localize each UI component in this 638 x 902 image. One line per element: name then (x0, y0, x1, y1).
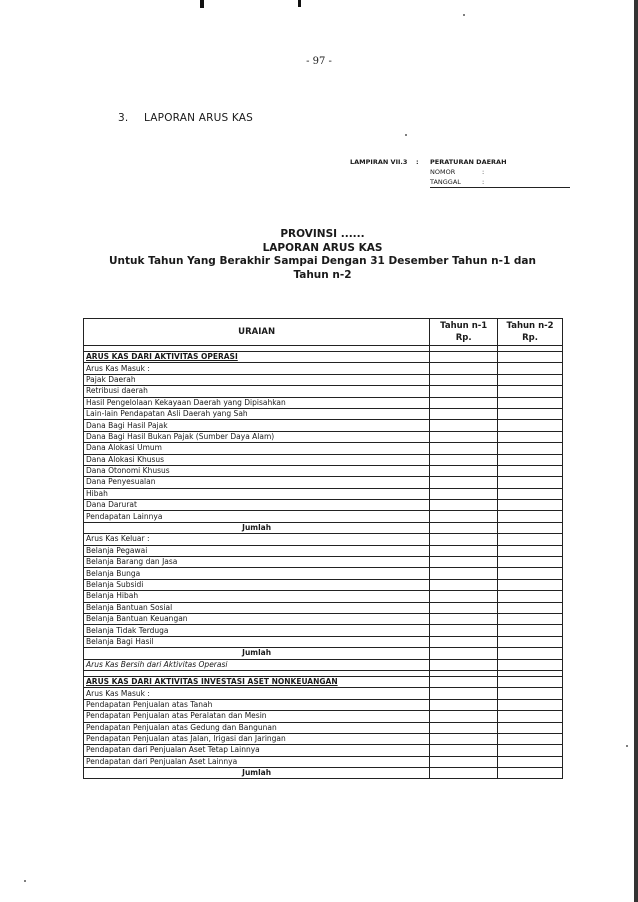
section-label: LAPORAN ARUS KAS (144, 112, 254, 124)
table-row (84, 711, 563, 722)
section-title (118, 112, 253, 124)
table-row (84, 363, 563, 374)
row-label: Pendapatan Lainnya (84, 511, 430, 522)
row-label: Dana Bagi Hasil Bukan Pajak (Sumber Daya Alam) (84, 431, 430, 442)
table-row (84, 591, 563, 602)
row-label: Retribusi daerah (84, 386, 430, 397)
table-row (84, 636, 563, 647)
table-row (84, 397, 563, 408)
table-row (84, 688, 563, 699)
value-cell (430, 352, 498, 363)
row-label: Dana Alokasi Umum (84, 443, 430, 454)
header-uraian: URAIAN (84, 319, 430, 346)
value-cell (498, 522, 563, 533)
value-cell (430, 408, 498, 419)
value-cell (430, 699, 498, 710)
table-row (84, 420, 563, 431)
value-cell (498, 511, 563, 522)
table-row (84, 602, 563, 613)
row-label: Dana Bagi Hasil Pajak (84, 420, 430, 431)
value-cell (430, 568, 498, 579)
value-cell (498, 722, 563, 733)
row-label: Belanja Barang dan Jasa (84, 557, 430, 568)
scan-mark-right (298, 0, 301, 7)
nomor-label: NOMOR (430, 168, 456, 176)
value-cell (430, 676, 498, 687)
table-row (84, 352, 563, 363)
value-cell (430, 613, 498, 624)
row-label: Belanja Bagi Hasil (84, 636, 430, 647)
header-year-n1-unit: Rp. (455, 333, 472, 343)
row-label: Belanja Bantuan Sosial (84, 602, 430, 613)
table-row (84, 568, 563, 579)
tanggal-label: TANGGAL (430, 178, 461, 186)
header-year-n2-label: Tahun n-2 (506, 321, 554, 331)
value-cell (498, 768, 563, 779)
table-row (84, 488, 563, 499)
value-cell (498, 408, 563, 419)
value-cell (498, 363, 563, 374)
table-row (84, 374, 563, 385)
value-cell (498, 557, 563, 568)
value-cell (430, 579, 498, 590)
row-label: Belanja Tidak Terduga (84, 625, 430, 636)
value-cell (430, 420, 498, 431)
value-cell (498, 648, 563, 659)
table-row (84, 745, 563, 756)
scan-dot (24, 880, 26, 882)
cash-flow-table (83, 318, 563, 779)
scan-mark-left (200, 0, 204, 8)
value-cell (498, 711, 563, 722)
row-label: Dana Alokasi Khusus (84, 454, 430, 465)
table-row (84, 465, 563, 476)
table-row (84, 534, 563, 545)
row-label: Dana Penyesualan (84, 477, 430, 488)
row-label: Pendapatan Penjualan atas Gedung dan Bangunan (84, 722, 430, 733)
row-label: Belanja Pegawai (84, 545, 430, 556)
lampiran-rule (430, 187, 570, 188)
table-row (84, 443, 563, 454)
table-row (84, 579, 563, 590)
value-cell (430, 745, 498, 756)
net-operating-label: Arus Kas Bersih dari Aktivitas Operasi (84, 659, 430, 670)
value-cell (498, 756, 563, 767)
value-cell (498, 454, 563, 465)
total-row (84, 648, 563, 659)
value-cell (498, 500, 563, 511)
value-cell (430, 522, 498, 533)
report-title: LAPORAN ARUS KAS (262, 241, 383, 254)
value-cell (430, 659, 498, 670)
row-label: Hasil Pengelolaan Kekayaan Daerah yang Dipisahkan (84, 397, 430, 408)
value-cell (430, 688, 498, 699)
value-cell (430, 454, 498, 465)
total-label: Jumlah (84, 522, 430, 533)
row-label: Belanja Bantuan Keuangan (84, 613, 430, 624)
header-year-n1-label: Tahun n-1 (440, 321, 488, 331)
value-cell (430, 648, 498, 659)
row-label: Arus Kas Keluar : (84, 534, 430, 545)
table-row (84, 557, 563, 568)
value-cell (498, 699, 563, 710)
section-number: 3. (118, 112, 129, 124)
table-row (84, 500, 563, 511)
row-label: Arus Kas Masuk : (84, 688, 430, 699)
scan-dot (463, 14, 465, 16)
value-cell (430, 511, 498, 522)
table-row (84, 699, 563, 710)
value-cell (498, 488, 563, 499)
scan-dot (626, 745, 628, 747)
value-cell (430, 397, 498, 408)
value-cell (498, 397, 563, 408)
row-label: Arus Kas Masuk : (84, 363, 430, 374)
nomor-row (350, 167, 507, 177)
table-row (84, 625, 563, 636)
value-cell (498, 591, 563, 602)
value-cell (498, 659, 563, 670)
table-row (84, 545, 563, 556)
value-cell (430, 545, 498, 556)
value-cell (498, 545, 563, 556)
value-cell (430, 465, 498, 476)
value-cell (430, 386, 498, 397)
value-cell (498, 477, 563, 488)
value-cell (430, 768, 498, 779)
period-line-cont: Tahun n-2 (293, 268, 352, 281)
table-row (84, 733, 563, 744)
value-cell (498, 534, 563, 545)
value-cell (430, 756, 498, 767)
scan-edge-right (634, 0, 638, 902)
row-label: Pendapatan Penjualan atas Jalan, Irigasi dan Jaringan (84, 733, 430, 744)
lampiran-colon: : (416, 158, 419, 166)
value-cell (430, 722, 498, 733)
value-cell (498, 443, 563, 454)
value-cell (430, 500, 498, 511)
net-row (84, 659, 563, 670)
page-number: - 97 - (306, 56, 332, 67)
value-cell (498, 636, 563, 647)
table-row (84, 386, 563, 397)
value-cell (430, 591, 498, 602)
row-label: Hibah (84, 488, 430, 499)
value-cell (498, 568, 563, 579)
table-row (84, 676, 563, 687)
value-cell (498, 386, 563, 397)
value-cell (430, 431, 498, 442)
value-cell (430, 602, 498, 613)
section-investasi: ARUS KAS DARI AKTIVITAS INVESTASI ASET NONKEUANGAN (84, 676, 430, 687)
value-cell (430, 534, 498, 545)
value-cell (430, 443, 498, 454)
row-label: Belanja Hibah (84, 591, 430, 602)
tanggal-colon: : (482, 178, 485, 186)
lampiran-label: LAMPIRAN VII.3 (350, 158, 408, 166)
value-cell (498, 374, 563, 385)
row-label: Pendapatan dari Penjualan Aset Lainnya (84, 756, 430, 767)
lampiran-row (350, 157, 507, 167)
header-year-n1 (430, 319, 498, 346)
table-row (84, 431, 563, 442)
table-row (84, 454, 563, 465)
table-row (84, 511, 563, 522)
value-cell (430, 733, 498, 744)
value-cell (430, 374, 498, 385)
value-cell (430, 488, 498, 499)
value-cell (498, 602, 563, 613)
table-row (84, 756, 563, 767)
nomor-colon: : (482, 168, 485, 176)
value-cell (430, 711, 498, 722)
lampiran-value: PERATURAN DAERAH (430, 158, 507, 166)
row-label: Belanja Bunga (84, 568, 430, 579)
row-label: Dana Darurat (84, 500, 430, 511)
value-cell (498, 613, 563, 624)
header-year-n2 (498, 319, 563, 346)
row-label: Pendapatan dari Penjualan Aset Tetap Lainnya (84, 745, 430, 756)
row-label: Pendapatan Penjualan atas Tanah (84, 699, 430, 710)
row-label: Dana Otonomi Khusus (84, 465, 430, 476)
value-cell (498, 431, 563, 442)
value-cell (498, 733, 563, 744)
value-cell (430, 363, 498, 374)
row-label: Belanja Subsidi (84, 579, 430, 590)
value-cell (498, 579, 563, 590)
value-cell (498, 352, 563, 363)
total-label: Jumlah (84, 768, 430, 779)
lampiran-block (350, 157, 507, 187)
value-cell (498, 688, 563, 699)
province-line: PROVINSI ...... (280, 228, 365, 240)
total-row (84, 768, 563, 779)
row-label: Pendapatan Penjualan atas Peralatan dan Mesin (84, 711, 430, 722)
value-cell (498, 676, 563, 687)
row-label: Lain-lain Pendapatan Asli Daerah yang Sah (84, 408, 430, 419)
table-row (84, 613, 563, 624)
value-cell (430, 477, 498, 488)
table-row (84, 477, 563, 488)
value-cell (498, 420, 563, 431)
scan-dot (405, 134, 407, 136)
value-cell (430, 557, 498, 568)
header-year-n2-unit: Rp. (522, 333, 538, 343)
table-row (84, 408, 563, 419)
row-label: Pajak Daerah (84, 374, 430, 385)
value-cell (430, 625, 498, 636)
total-row (84, 522, 563, 533)
table-row (84, 722, 563, 733)
section-operasi: ARUS KAS DARI AKTIVITAS OPERASI (84, 352, 430, 363)
period-line: Untuk Tahun Yang Berakhir Sampai Dengan 31 Desember Tahun n-1 dan (109, 255, 536, 267)
value-cell (498, 465, 563, 476)
total-label: Jumlah (84, 648, 430, 659)
tanggal-row (350, 177, 507, 187)
table-header-row (84, 319, 563, 346)
value-cell (498, 625, 563, 636)
value-cell (430, 636, 498, 647)
report-heading (80, 228, 565, 282)
value-cell (498, 745, 563, 756)
